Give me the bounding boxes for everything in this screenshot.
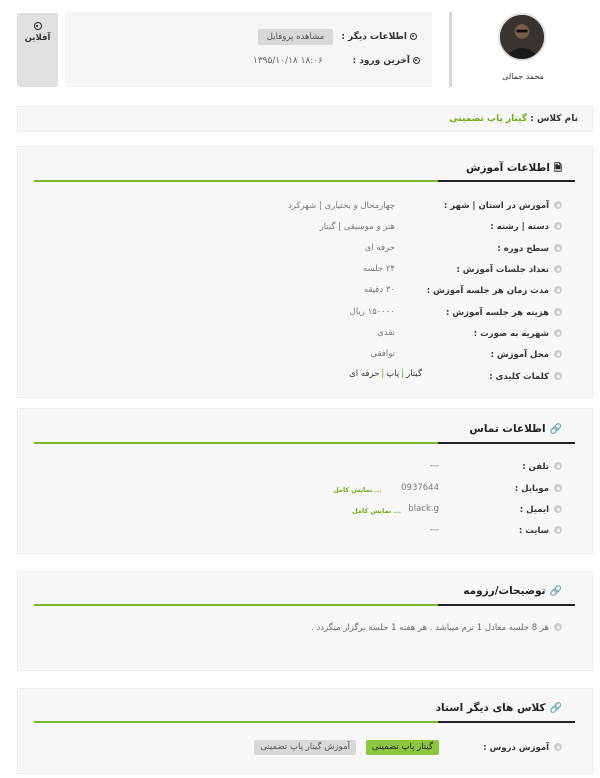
- show-full-email-link[interactable]: ... نمایش کامل: [352, 507, 401, 515]
- edu-row-value-province: چهارمحال و بختیاری | شهرکرد: [287, 201, 395, 211]
- bullet-icon: [554, 329, 562, 337]
- contact-row-label-mobile: موبایل :: [515, 484, 562, 494]
- contact-underline: [34, 442, 575, 444]
- other-classes-underline: [34, 721, 575, 723]
- keyword-tag[interactable]: حرفه ای: [349, 369, 380, 379]
- bullet-icon: [554, 505, 562, 513]
- contact-panel: [17, 408, 593, 554]
- edu-row-label-province: آموزش در استان | شهر :: [444, 201, 562, 211]
- contact-row-label-email: ایمیل :: [520, 505, 562, 515]
- edu-row-value-keywords: گیتار|پاپ|حرفه ای: [349, 369, 422, 379]
- edu-row-label-duration: مدت زمان هر جلسه آموزش :: [427, 286, 562, 296]
- avatar[interactable]: [498, 13, 546, 61]
- bullet-icon: [554, 484, 562, 492]
- education-underline: [34, 180, 575, 182]
- edu-row-label-level: سطح دوره :: [497, 244, 562, 254]
- show-full-mobile-link[interactable]: ... نمایش کامل: [333, 486, 382, 494]
- status-icon: [34, 22, 42, 30]
- bullet-icon: [554, 462, 562, 470]
- bullet-icon: [554, 244, 562, 252]
- contact-row-value-mobile: 0937644: [401, 483, 439, 493]
- edu-row-label-location: محل آموزش :: [491, 350, 562, 360]
- user-name: محمد جمالی: [502, 72, 544, 81]
- resume-title: 🔗توضیحات/رزومه: [463, 585, 562, 597]
- class-tag[interactable]: آموزش گیتار پاپ تضمینی: [254, 740, 356, 755]
- edu-row-value-duration: ۳۰ دقیقه: [363, 285, 395, 295]
- edu-row-value-level: حرفه ای: [364, 243, 395, 253]
- resume-panel: [17, 571, 593, 671]
- view-profile-button[interactable]: مشاهده پروفایل: [258, 29, 333, 45]
- edu-row-value-category: هنر و موسیقی | گیتار: [319, 222, 395, 232]
- user-photo-icon: [500, 15, 544, 59]
- edu-row-value-location: توافقی: [370, 349, 395, 359]
- class-name-value[interactable]: گیتار پاپ تضمینی: [449, 114, 528, 124]
- contact-row-label-phone: تلفن :: [522, 462, 562, 472]
- other-classes-label: آموزش دروس :: [483, 743, 562, 753]
- class-name-label: نام کلاس :: [530, 114, 578, 124]
- keyword-tag[interactable]: گیتار: [406, 369, 422, 379]
- bullet-icon: [554, 286, 562, 294]
- resume-text: هر 8 جلسه معادل 1 ترم میباشد . هر هفته 1 جلسه برگزار میگردد .: [311, 623, 562, 633]
- edu-row-value-payment: نقدی: [377, 328, 395, 338]
- resume-underline: [34, 604, 575, 606]
- class-tag[interactable]: گیتار پاپ تضمینی: [366, 740, 439, 755]
- clock-icon: [413, 57, 420, 64]
- other-classes-panel: [17, 688, 593, 774]
- profile-info-box: [65, 12, 432, 87]
- contact-row-value-email: black.g: [408, 504, 439, 514]
- online-status-badge: [17, 13, 58, 87]
- edu-row-label-category: دسته | رشته :: [490, 222, 562, 232]
- edu-row-label-payment: شهریه به صورت :: [474, 329, 562, 339]
- contact-row-value-phone: ---: [429, 461, 439, 471]
- profile-divider: [449, 12, 452, 87]
- link-icon: 🔗: [549, 703, 562, 714]
- edu-row-value-cost: ۱۵۰۰۰۰ ریال: [349, 307, 395, 317]
- circle-dot-icon: [410, 33, 417, 40]
- edu-row-label-sessions: تعداد جلسات آموزش :: [456, 265, 562, 275]
- link-icon: 🔗: [549, 586, 562, 597]
- edu-row-label-cost: هزینه هر جلسه آموزش :: [446, 308, 562, 318]
- bullet-icon: [554, 526, 562, 534]
- bullet-icon: [554, 623, 562, 631]
- education-panel: [17, 146, 593, 398]
- bullet-icon: [554, 743, 562, 751]
- edu-row-value-sessions: ۲۴ جلسه: [362, 264, 395, 274]
- bullet-icon: [554, 350, 562, 358]
- keyword-tag[interactable]: پاپ: [386, 369, 400, 379]
- document-icon: 🗎: [553, 163, 562, 174]
- bullet-icon: [554, 372, 562, 380]
- last-login-value: ۱۳۹۵/۱۰/۱۸ ۱۸:۰۶: [253, 56, 323, 66]
- bullet-icon: [554, 222, 562, 230]
- edu-row-label-keywords: کلمات کلیدی :: [489, 372, 562, 382]
- contact-row-value-site: ---: [429, 525, 439, 535]
- last-login-label: آخرین ورود :: [352, 56, 420, 66]
- contact-row-label-site: سایت :: [519, 526, 562, 536]
- bullet-icon: [554, 265, 562, 273]
- bullet-icon: [554, 201, 562, 209]
- contact-title: 🔗اطلاعات تماس: [469, 423, 562, 435]
- bullet-icon: [554, 308, 562, 316]
- online-status-label: آفلاین: [24, 33, 51, 43]
- other-classes-title: 🔗کلاس های دیگر استاد: [435, 702, 562, 714]
- other-info-label: اطلاعات دیگر :: [341, 32, 417, 42]
- education-title: 🗎اطلاعات آموزش: [466, 161, 562, 178]
- class-name-bar: [17, 106, 593, 132]
- link-icon: 🔗: [549, 424, 562, 435]
